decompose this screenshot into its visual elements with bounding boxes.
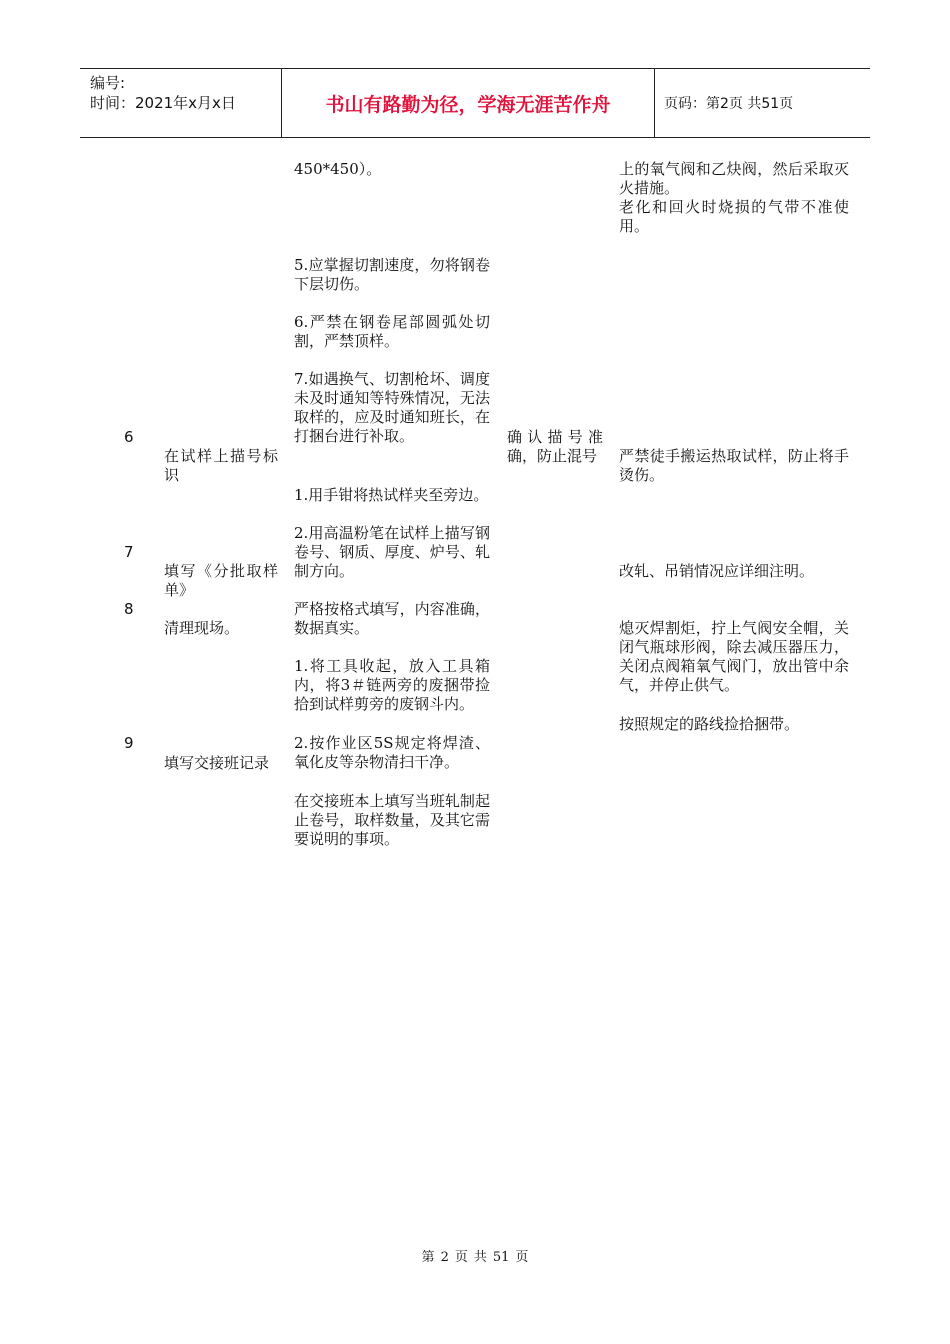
measure-text: 1.用手钳将热试样夹至旁边。 bbox=[294, 486, 489, 504]
footer-page: 2 bbox=[440, 1250, 449, 1265]
measure-text: 450*450）。 bbox=[294, 160, 382, 178]
header-meta bbox=[90, 73, 236, 113]
step-name: 填写《分批取样单》 bbox=[164, 562, 278, 599]
date-label: 时间：2021年x月x日 bbox=[90, 94, 236, 112]
footer-text: 第 bbox=[421, 1250, 435, 1265]
safety-text: 按照规定的路线捡拾捆带。 bbox=[619, 715, 800, 733]
measure-text: 7.如遇换气、切割枪坏、调度未及时通知等特殊情况，无法取样的，应及时通知班长，在打捆台进行补取。 bbox=[294, 370, 490, 445]
step-number: 7 bbox=[124, 543, 134, 561]
measure-text: 6.严禁在钢卷尾部圆弧处切割，严禁顶样。 bbox=[294, 313, 490, 350]
footer-text: 页 bbox=[454, 1250, 468, 1265]
header-motto: 书山有路勤为径，学海无涯苦作舟 bbox=[325, 93, 611, 116]
safety-text: 熄灭焊割炬，拧上气阀安全帽，关闭气瓶球形阀，除去减压器压力，关闭点阀箱氧气阀门，放出管中余气，并停止供气。 bbox=[619, 619, 849, 694]
measure-text: 5.应掌握切割速度，勿将钢卷下层切伤。 bbox=[294, 256, 490, 293]
header-divider bbox=[654, 69, 655, 137]
step-name: 填写交接班记录 bbox=[164, 754, 270, 772]
page-footer bbox=[0, 1246, 950, 1265]
check-text: 确认描号准确，防止混号 bbox=[507, 428, 603, 465]
footer-total: 51 bbox=[492, 1250, 510, 1265]
measure-text: 1.将工具收起，放入工具箱内，将3＃链两旁的废捆带捡拾到试样剪旁的废钢斗内。 bbox=[294, 657, 490, 713]
measure-text: 严格按格式填写，内容准确，数据真实。 bbox=[294, 600, 490, 637]
footer-text: 共 bbox=[473, 1250, 487, 1265]
step-number: 9 bbox=[124, 734, 134, 752]
safety-text: 严禁徒手搬运热取试样，防止将手烫伤。 bbox=[619, 447, 849, 484]
step-number: 8 bbox=[124, 600, 134, 618]
serial-label: 编号: bbox=[90, 74, 126, 92]
step-name: 清理现场。 bbox=[164, 619, 240, 637]
step-name: 在试样上描号标识 bbox=[164, 447, 278, 484]
step-number: 6 bbox=[124, 428, 134, 446]
footer-text: 页 bbox=[515, 1250, 529, 1265]
safety-text: 上的氧气阀和乙炔阀，然后采取灭火措施。 bbox=[619, 160, 849, 197]
page-header bbox=[80, 68, 870, 138]
measure-text: 2.用高温粉笔在试样上描写钢卷号、钢质、厚度、炉号、轧制方向。 bbox=[294, 524, 490, 580]
safety-text: 改轧、吊销情况应详细注明。 bbox=[619, 562, 815, 580]
header-page-info: 页码：第2页 共51页 bbox=[664, 96, 794, 112]
measure-text: 在交接班本上填写当班轧制起止卷号，取样数量，及其它需要说明的事项。 bbox=[294, 792, 490, 848]
safety-text: 老化和回火时烧损的气带不准使用。 bbox=[619, 198, 849, 235]
measure-text: 2.按作业区5S规定将焊渣、氧化皮等杂物清扫干净。 bbox=[294, 734, 490, 771]
